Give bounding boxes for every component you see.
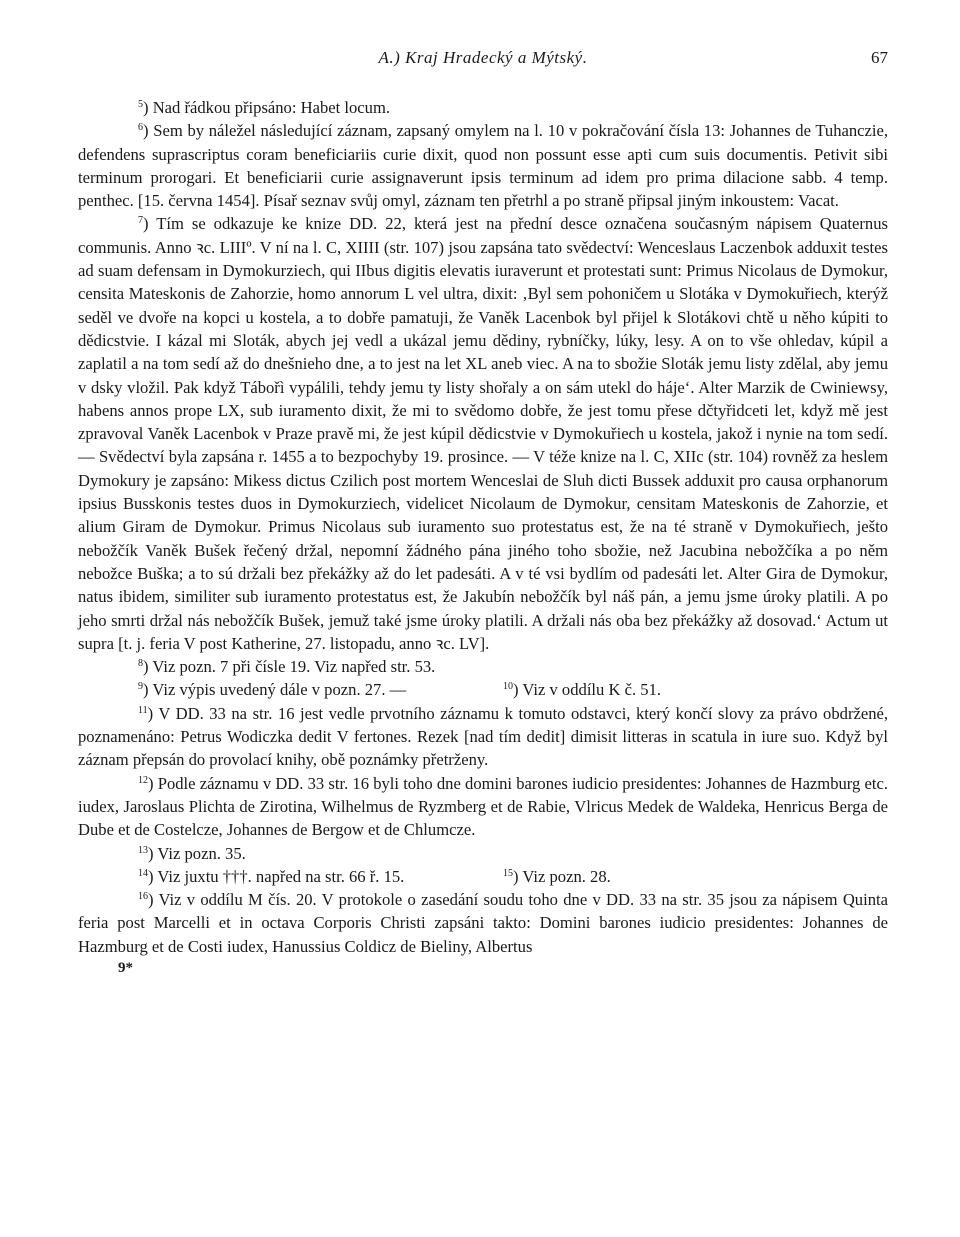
footnote-15: $^{15}$) Viz pozn. 28. [503, 866, 611, 886]
footnote-13: $^{13}$) Viz pozn. 35. [138, 843, 246, 863]
page-number: 67 [871, 48, 888, 67]
running-title: A.) Kraj Hradecký a Mýtský. [378, 48, 588, 67]
footnote-row-9-10 [78, 678, 888, 701]
page [78, 48, 888, 977]
footnote-row-14-15 [78, 865, 888, 888]
footnote-14: $^{14}$) Viz juxtu †††. napřed na str. 66 ř. 15. [138, 866, 405, 886]
signature-mark: 9* [118, 959, 133, 976]
footnote-6: $^6$) Sem by náležel následující záznam, zapsaný omylem na l. 10 v pokračování čísla 13: Johannes de Tuhanczie, defendens suprascriptus coram beneficiariis curie dixit, quod non possunt esse apti cum suis documentis. Petivit sibi terminum prorogari. Et beneficiarii curie assignaverunt ipsis terminum ad idem pro prima dilacione sabb. 4 temp. penthec. [15. června 1454]. Písař seznav svůj omyl, záznam ten přetrhl a po straně připsal jiným inkoustem: Vacat. [78, 121, 889, 211]
footnote-12: $^{12}$) Podle záznamu v DD. 33 str. 16 byli toho dne domini barones iudicio presidentes: Johannes de Hazmburg etc. iudex, Jaroslaus Plichta de Zirotina, Wilhelmus de Ryzmberg et de Rabie, Vlricus Medek de Waldeka, Henricus Berga de Dube et de Costelcze, Johannes de Bergow et de Chlumcze. [78, 773, 888, 840]
footnote-5: $^5$) Nad řádkou připsáno: Habet locum. [138, 98, 391, 117]
footnote-7: $^7$) Tím se odkazuje ke knize DD. 22, která jest na přední desce označena současným nápisem Quaternus communis. Anno ꝛc. LIIIº. V ní na l. C, XIIII (str. 107) jsou zapsána tato svědectví: Wenceslaus Laczenbok adduxit testes ad suam defensam in Dymokurziech, qui IIbus digitis elevatis iuraverunt et protestati sunt: Primus Nicolaus de Dymokur, censita Mateskonis de Zahorzie, homo annorum L vel ultra, dixit: ‚Byl sem pohoničem u Slotáka v Dymokuřiech, kterýž seděl ve dvoře na kopci u kostela, a to dobře pamatuji, že Vaněk Lacenbok byl přijel k Slotákovi chtě u něho kúpiti to dědicstvie. I kázal mi Sloták, abych jej vedl a ukázal jemu dědiny, rybníčky, lúky, lesy. A on to vše ohledav, kúpil a zaplatil a na tom sedí až do dnešnieho dne, a to jest na let XL aneb viec. A na to sbožie Sloták jemu listy zdělal, aby jemu v dsky vložil. Pak když Tábořì vypálili, tehdy jemu ty listy shořaly a on sám utekl do háje‘. Alter Marzik de Cwiniewsy, habens annos prope LX, sub iuramento dixit, že mi to svědomo dobře, že jest tomu přese dčtyřidceti let, když mě jest zpravoval Vaněk Lacenbok v Praze pravě mi, že jest kúpil dědicstvie v Dymokuřiech u kostela, jakož i nynie na tom sedí. — Svědectví byla zapsána r. 1455 a to bezpochyby 19. prosince. — V téže knize na l. C, XIIc (str. 104) rovněž za heslem Dymokury je zapsáno: Mikess dictus Czilich post mortem Wenceslai de Sluh dicti Bussek adduxit pro causa orphanorum ipsius Busskonis testes duos in Dymokurziech, videlicet Nicolaum de Dymokur, censitam Mateskonis de Zahorzie, et alium Giram de Dymokur. Primus Nicolaus sub iuramento suo protestatus est, že na té straně v Dymokuřiech, ješto nebožčík Vaněk Bušek řečený držal, nepomní žádného pána jiného toho sbožie, než Jacubina nebožčíka a po něm nebožce Buška; a to sú držali bez překážky až do let padesáti. A v té vsi bydlím od padesáti let. Alter Gira de Dymokur, natus ibidem, similiter sub iuramento protestatus est, že Jakubín nebožčík byl náš pán, a jemu jsme úroky platili. A po jeho smrti držal nás nebožčík Bušek, jemuž také jsme úroky platili. A držali nás oba bez překážky až dosovad.‘ Actum ut supra [t. j. feria V post Katherine, 27. listopadu, anno ꝛc. LV]. [78, 214, 888, 653]
footnote-9: $^9$) Viz výpis uvedený dále v pozn. 27. — [138, 680, 407, 700]
footnote-10: $^{10}$) Viz v oddílu K č. 51. [503, 680, 662, 700]
footnote-11: $^{11}$) V DD. 33 na str. 16 jest vedle prvotního záznamu k tomuto odstavci, který končí slovy za právo obdržené, poznamenáno: Petrus Wodiczka dedit V fertones. Rezek [nad tím dedit] dimisit litteras in scatula in iure suo. Když byl záznam přepsán do provolací knihy, obě poznámky přetrženy. [78, 703, 889, 770]
footnote-16: $^{16}$) Viz v oddílu M čís. 20. V protokole o zasedání soudu toho dne v DD. 33 na str. 35 jsou za nápisem Quinta feria post Marcelli et in octava Corporis Christi zapsáni takto: Domini barones iudicio presidentes: Johannes de Hazmburg et de Costi iudex, Hanussius Coldicz de Bieliny, Albertus [78, 890, 888, 956]
footnotes [78, 96, 888, 958]
running-header [78, 48, 888, 76]
footnote-8: $^8$) Viz pozn. 7 při čísle 19. Viz napřed str. 53. [138, 657, 436, 677]
